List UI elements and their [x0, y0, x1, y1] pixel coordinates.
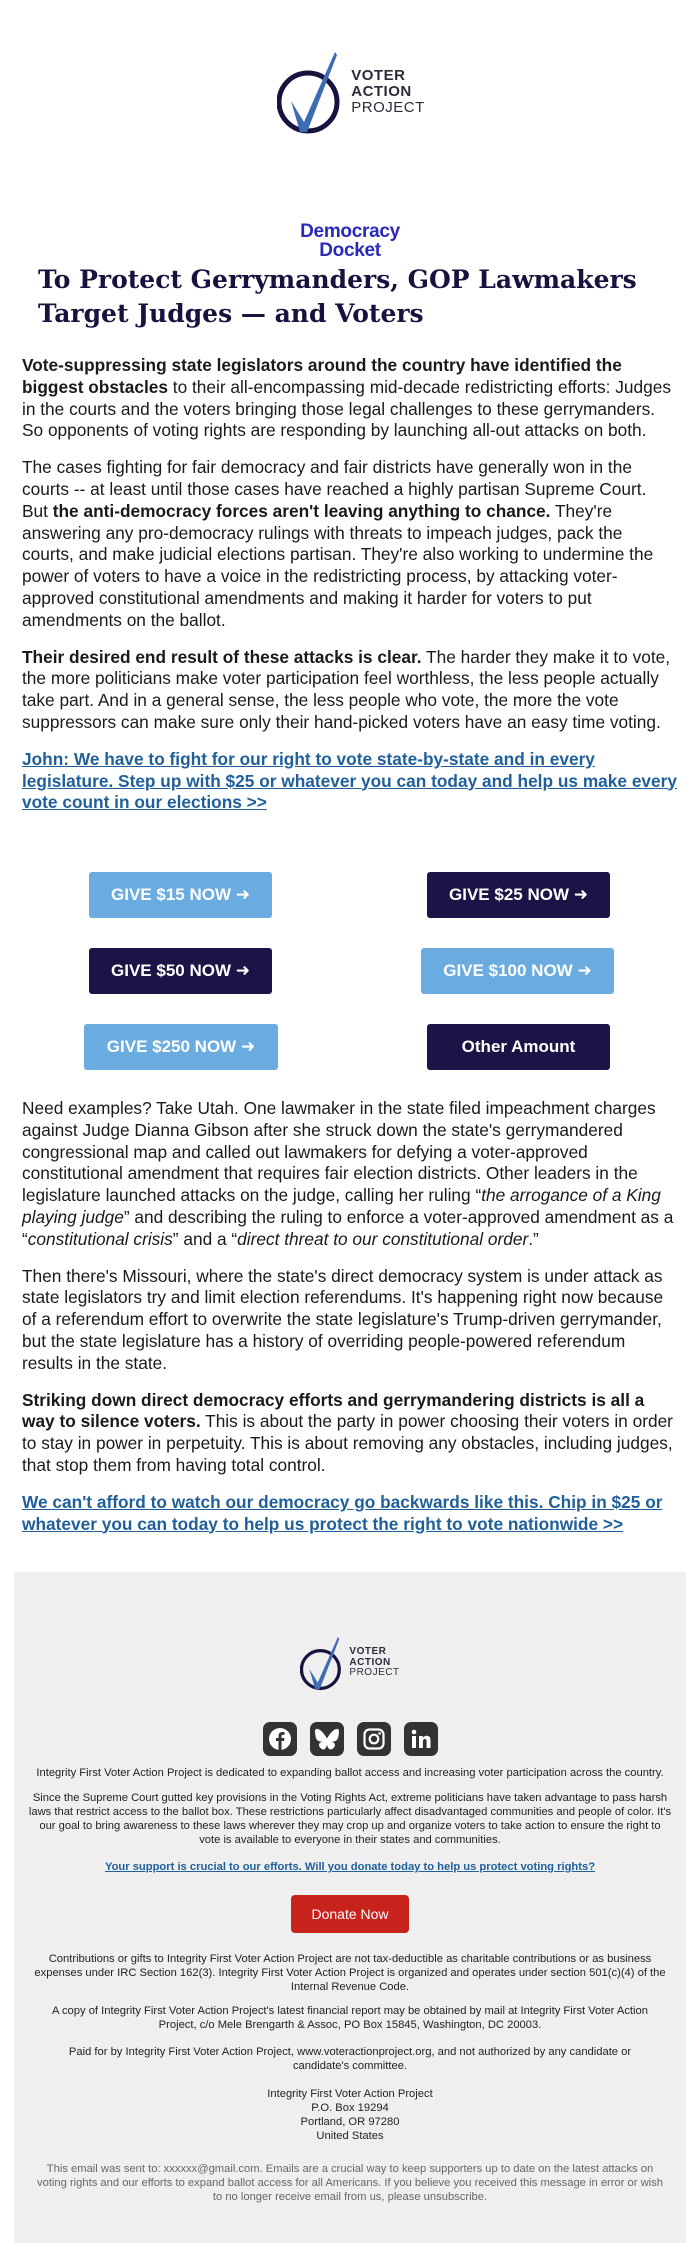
- paragraph-6: [22, 1390, 677, 1477]
- footer-financial-report: A copy of Integrity First Voter Action Project's latest financial report may be obtained by mail at Integrity First Voter Action Project, c/o Mele Brengarth & Assoc, PO Box 15845, Washington, DC 20003.: [52, 2005, 648, 2031]
- instagram-icon[interactable]: [357, 1722, 391, 1756]
- p3-bold: Their desired end result of these attacks is clear.: [22, 646, 422, 667]
- footer-paid-for: Paid for by Integrity First Voter Action Project, www.voteractionproject.org, and not authorized by any candidate or candidate's committee.: [68, 2046, 632, 2072]
- cta-link-1-wrap: [22, 749, 677, 814]
- footer-support-link-wrap: [14, 1860, 686, 1874]
- checkmark-logo-icon: [277, 46, 347, 138]
- footer-tax-disclaimer: Contributions or gifts to Integrity First Voter Action Project are not tax-deductible as charitable contributions or as business expenses under IRC Section 162(3). Integrity First Voter Action Project is organized and operates under section 501(c)(4) of the Internal Revenue Code.: [34, 1953, 666, 1993]
- article-body-bottom: [22, 1098, 677, 1535]
- paragraph-4: [22, 1098, 677, 1251]
- give-100-button[interactable]: GIVE $100 NOW ➜: [421, 948, 614, 994]
- paragraph-5: Then there's Missouri, where the state's direct democracy system is under attack as state legislators try and limit election referendums. It's happening right now because of a referendum effort to overwrite the state legislature's Trump-driven gerrymander, but the state legislature has a history of overriding people-powered referendum results in the state.: [22, 1265, 664, 1373]
- donate-now-button[interactable]: Donate Now: [291, 1895, 409, 1933]
- logo-wordmark: [351, 68, 425, 115]
- footer-about: Since the Supreme Court gutted key provisions in the Voting Rights Act, extreme politicians have taken advantage to pass harsh laws that restrict access to the ballot box. These restrictions particularly affect disadvantaged communities and people of color. It's our goal to bring awareness to these laws wherever they may crop up and organize voters to take action to ensure the right to vote is available to everyone in their states and communities.: [28, 1792, 672, 1846]
- give-50-button[interactable]: GIVE $50 NOW ➜: [89, 948, 272, 994]
- democracy-docket-logo: [290, 222, 410, 260]
- footer-logo-line-3: PROJECT: [349, 1667, 400, 1679]
- p4-quote-2: constitutional crisis: [27, 1228, 173, 1249]
- news-source-line-1: Democracy: [300, 221, 400, 242]
- p6-rest: This is about the party in power choosing their voters in order to stay in power in perpetuity. This is about removing any obstacles, including judges, that stop them from having total control.: [22, 1411, 673, 1475]
- footer-checkmark-logo-icon: [300, 1633, 346, 1693]
- give-15-button[interactable]: GIVE $15 NOW ➜: [89, 872, 272, 918]
- article-body-top: [22, 355, 677, 814]
- p4-c: ” and a “: [172, 1228, 238, 1249]
- news-source-line-2: Docket: [319, 240, 381, 261]
- p2-bold: the anti-democracy forces aren't leaving anything to chance.: [52, 500, 551, 521]
- address-city: Portland, OR 97280: [300, 2116, 400, 2128]
- p3-rest: The harder they make it to vote, the more politicians make voter participation feel worthless, the less people actually take part. And in a general sense, the less people who vote, the more the vote suppressors can make sure only their hand-picked voters have an easy time voting.: [22, 646, 671, 732]
- address-country: United States: [316, 2130, 384, 2142]
- footer-mission: Integrity First Voter Action Project is dedicated to expanding ballot access and increasing voter participation across the country.: [36, 1767, 664, 1779]
- logo-line-3: PROJECT: [351, 98, 425, 116]
- other-amount-button[interactable]: Other Amount: [427, 1024, 610, 1070]
- article-headline: To Protect Gerrymanders, GOP Lawmakers Target Judges — and Voters: [38, 265, 637, 328]
- footer-logo-line-1: VOTER: [349, 1646, 387, 1658]
- p6-bold: Striking down direct democracy efforts and gerrymandering districts is all a way to silence voters.: [22, 1389, 645, 1432]
- p2-start: The cases fighting for fair democracy and fair districts have generally won in the courts -- at least until those cases have reached a highly partisan Supreme Court. But: [22, 457, 647, 521]
- p4-d: .”: [528, 1228, 539, 1249]
- footer-support-link[interactable]: Your support is crucial to our efforts. Will you donate today to help us protect voting rights?: [104, 1861, 596, 1873]
- footer-address: [14, 2087, 686, 2143]
- footer: [14, 1572, 686, 2243]
- paragraph-1: [22, 355, 677, 442]
- paragraph-2: [22, 457, 677, 631]
- address-box: P.O. Box 19294: [311, 2102, 389, 2114]
- p4-b: ” and describing the ruling to enforce a voter-approved amendment as a “: [22, 1206, 674, 1249]
- footer-logo[interactable]: [300, 1632, 400, 1694]
- bluesky-icon[interactable]: [310, 1722, 344, 1756]
- footer-logo-line-2: ACTION: [349, 1656, 391, 1668]
- facebook-icon[interactable]: [263, 1722, 297, 1756]
- p2-rest: They're answering any pro-democracy rulings with threats to impeach judges, pack the courts, and make judicial elections partisan. They're also working to undermine the power of voters to have a voice in the redistricting process, by attacking voter-approved constitutional amendments and making it harder for voters to put amendments on the ballot.: [22, 500, 654, 630]
- logo-line-1: VOTER: [351, 67, 406, 85]
- linkedin-icon[interactable]: [404, 1722, 438, 1756]
- social-links: [14, 1722, 686, 1756]
- paragraph-3: [22, 647, 677, 734]
- logo-line-2: ACTION: [351, 83, 412, 101]
- footer-logo-wordmark: [349, 1647, 399, 1679]
- cta-link-2[interactable]: We can't afford to watch our democracy go backwards like this. Chip in $25 or whatever you can today to help us protect the right to vote nationwide >>: [22, 1491, 663, 1534]
- p4-quote-1: the arrogance of a King playing judge: [22, 1185, 661, 1227]
- give-250-button[interactable]: GIVE $250 NOW ➜: [84, 1024, 278, 1070]
- cta-link-2-wrap: [22, 1492, 677, 1536]
- cta-link-1[interactable]: John: We have to fight for our right to vote state-by-state and in every legislature. Step up with $25 or whatever you can today and help us make every vote count in our elections >>: [22, 748, 677, 813]
- p4-quote-3: direct threat to our constitutional order: [237, 1228, 529, 1249]
- address-name: Integrity First Voter Action Project: [267, 2088, 433, 2100]
- footer-email-notice: This email was sent to: xxxxxx@gmail.com. Emails are a crucial way to keep supporters up to date on the latest attacks on voting rights and our efforts to expand ballot access for all Americans. If you believe you received this message in error or wish to no longer receive email from us, please unsubscribe.: [37, 2163, 663, 2203]
- give-25-button[interactable]: GIVE $25 NOW ➜: [427, 872, 610, 918]
- p1-rest: to their all-encompassing mid-decade redistricting efforts: Judges in the courts and the voters bringing those legal challenges to these gerrymanders. So opponents of voting rights are responding by launching all-out attacks on both.: [22, 376, 671, 441]
- p4-a: Need examples? Take Utah. One lawmaker in the state filed impeachment charges against Judge Dianna Gibson after she struck down the state's gerrymandered congressional map and called out lawmakers for defying a voter-approved constitutional amendment that requires fair election districts. Other leaders in the legislature launched attacks on the judge, calling her ruling “: [22, 1098, 656, 1206]
- header-logo[interactable]: [0, 0, 700, 150]
- p1-bold: Vote-suppressing state legislators around the country have identified the biggest obstacles: [22, 355, 622, 397]
